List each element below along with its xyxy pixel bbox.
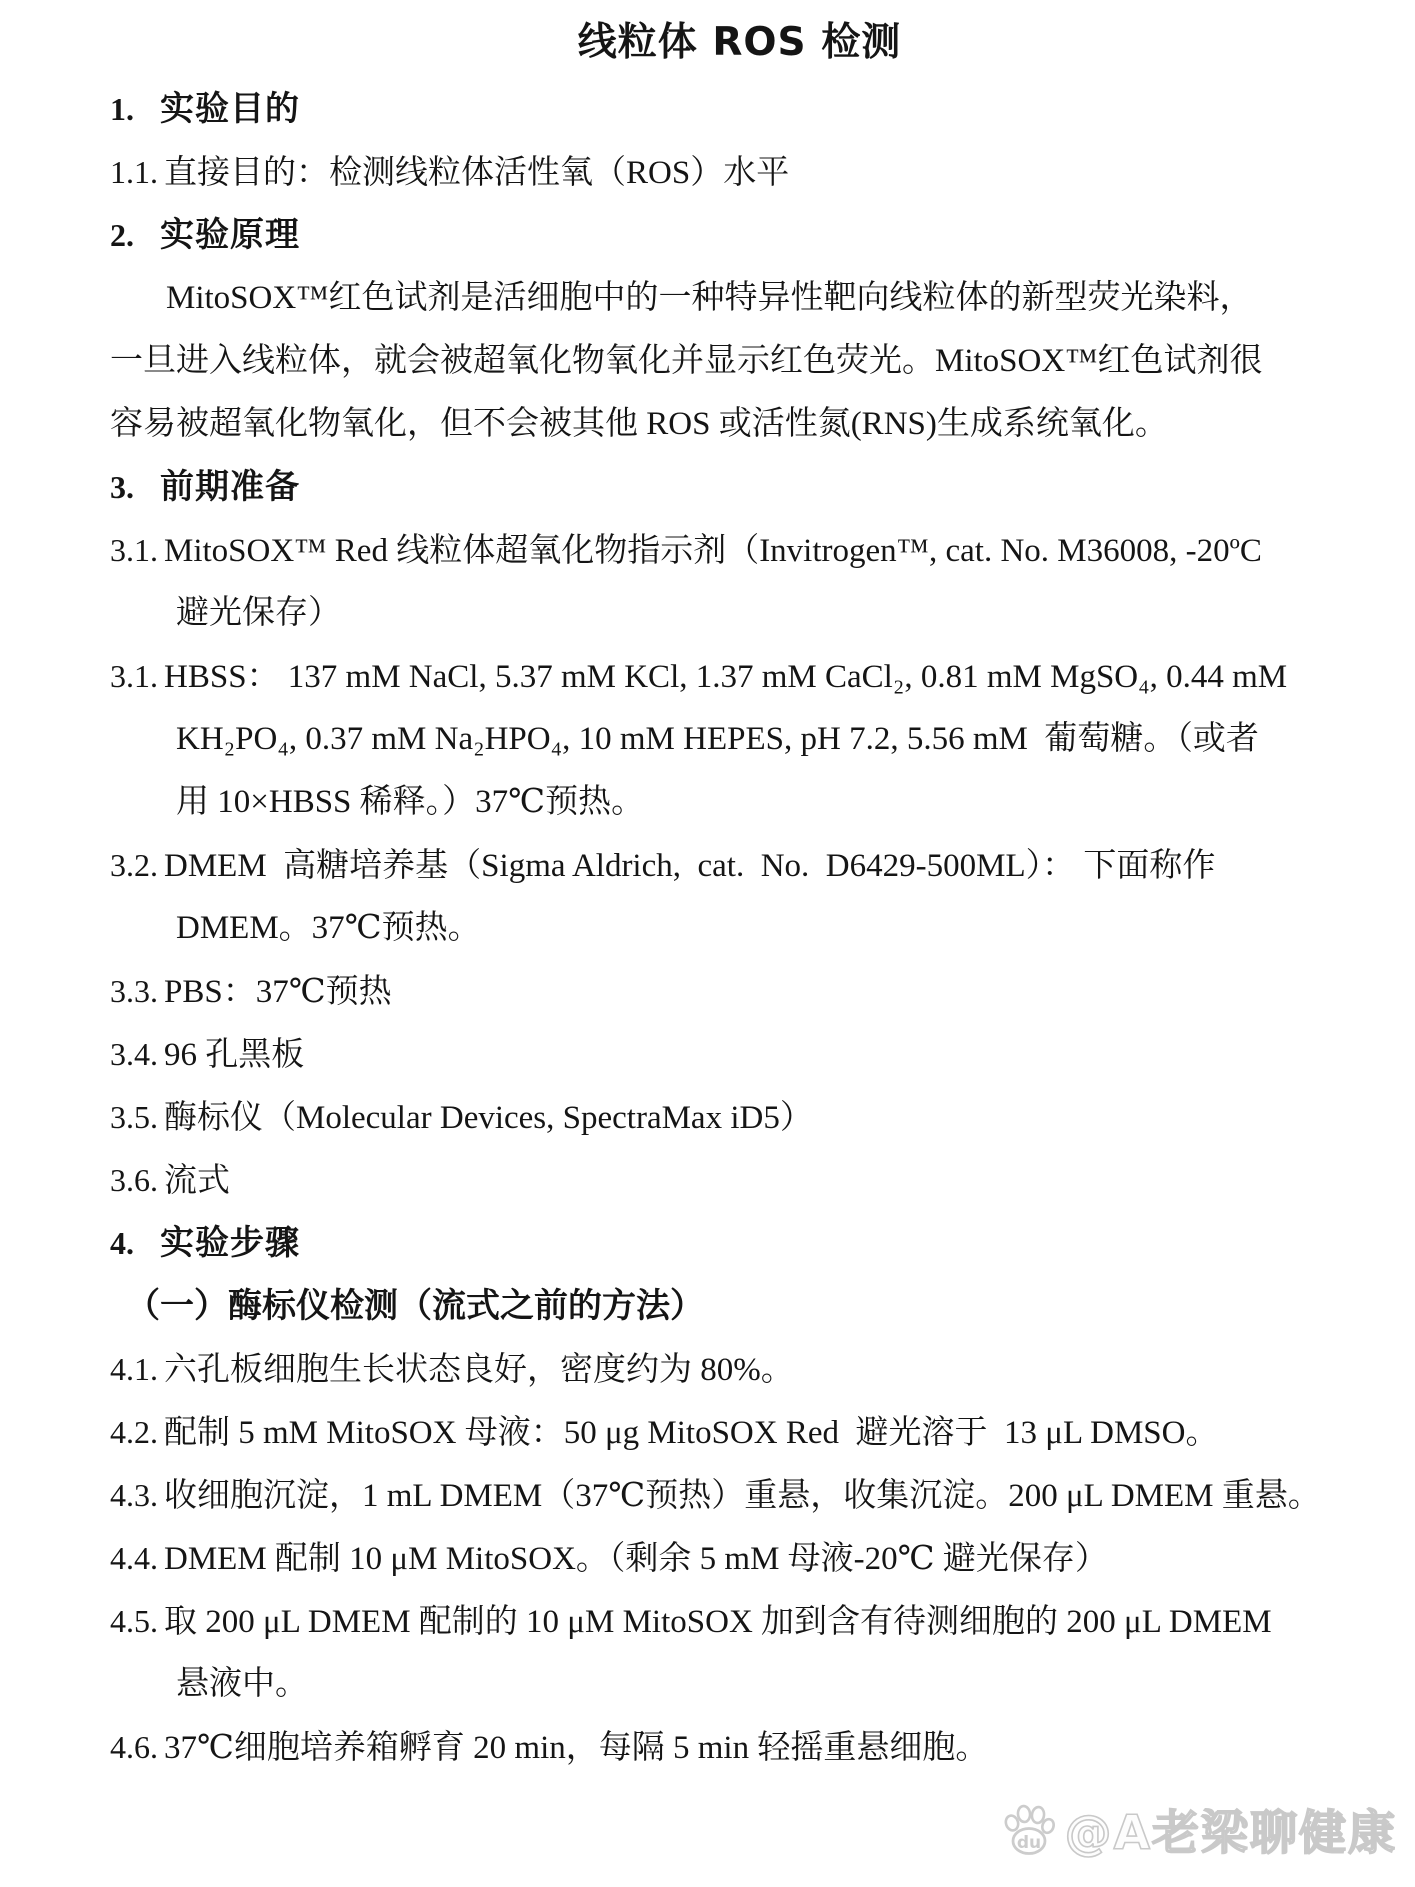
doc-line — [110, 1338, 1369, 1401]
doc-line — [110, 1086, 1369, 1149]
document-body — [110, 78, 1369, 1779]
doc-line-number: 4.3. — [110, 1477, 158, 1513]
doc-line — [110, 393, 1369, 456]
doc-line — [110, 1527, 1369, 1590]
doc-line-text: MitoSOX™ Red 线粒体超氧化物指示剂（Invitrogen™, cat. No. M36008, -20ºC — [164, 533, 1262, 569]
doc-line-number: 3.2. — [110, 847, 158, 883]
doc-line-text: 实验步骤 — [160, 1223, 300, 1263]
doc-line-text: DMEM 配制 10 μM MitoSOX。（剩余 5 mM 母液-20℃ 避光保存） — [164, 1541, 1108, 1577]
doc-line — [110, 1464, 1369, 1527]
doc-line — [110, 456, 1369, 519]
doc-line-number: 3.4. — [110, 1036, 158, 1072]
doc-line-text: DMEM。37℃预热。 — [176, 910, 481, 946]
doc-line — [110, 960, 1369, 1023]
doc-line-number: 3.1. — [110, 658, 158, 694]
doc-line — [110, 204, 1369, 267]
doc-line-text: PBS：37℃预热 — [164, 974, 392, 1010]
doc-line-text: HBSS： 137 mM NaCl, 5.37 mM KCl, 1.37 mM CaCl₂, 0.81 mM MgSO₄, 0.44 mM — [164, 659, 1288, 695]
doc-line — [110, 582, 1369, 645]
doc-line — [110, 141, 1369, 204]
doc-line — [110, 1653, 1369, 1716]
doc-line-number: 3. — [110, 469, 134, 505]
doc-line — [110, 645, 1369, 708]
doc-line-text: 96 孔黑板 — [164, 1037, 305, 1073]
doc-line-text: KH₂PO₄, 0.37 mM Na₂HPO₄, 10 mM HEPES, pH 7.2, 5.56 mM 葡萄糖。（或者 — [176, 721, 1259, 757]
doc-line-text: 用 10×HBSS 稀释。）37℃预热。 — [176, 784, 645, 820]
doc-line — [110, 267, 1369, 330]
paw-icon — [999, 1801, 1057, 1859]
doc-line — [110, 771, 1369, 834]
doc-line — [110, 1149, 1369, 1212]
doc-line-number: 3.6. — [110, 1162, 158, 1198]
doc-line — [110, 519, 1369, 582]
doc-line-text: 避光保存） — [176, 595, 341, 631]
doc-line-number: 3.3. — [110, 973, 158, 1009]
doc-line-text: 实验目的 — [160, 89, 300, 129]
doc-line-text: 悬液中。 — [176, 1666, 308, 1702]
watermark — [999, 1796, 1397, 1863]
doc-line-number: 4.1. — [110, 1351, 158, 1387]
doc-line — [110, 1716, 1369, 1779]
doc-line-text: 37℃细胞培养箱孵育 20 min，每隔 5 min 轻摇重悬细胞。 — [164, 1730, 989, 1766]
paw-icon-label: du — [1016, 1832, 1041, 1853]
doc-line — [110, 78, 1369, 141]
doc-line-number: 3.1. — [110, 532, 158, 568]
doc-line-text: 前期准备 — [160, 467, 300, 507]
doc-line-number: 2. — [110, 217, 134, 253]
doc-line-text: 取 200 μL DMEM 配制的 10 μM MitoSOX 加到含有待测细胞的 200 μL DMEM — [164, 1604, 1272, 1640]
doc-line — [110, 708, 1369, 771]
doc-line-text: 实验原理 — [160, 215, 300, 255]
doc-line-number: 4.2. — [110, 1414, 158, 1450]
watermark-text: @A老梁聊健康 — [1064, 1806, 1397, 1861]
doc-line-text: MitoSOX™红色试剂是活细胞中的一种特异性靶向线粒体的新型荧光染料， — [166, 280, 1253, 316]
doc-line-text: DMEM 高糖培养基（Sigma Aldrich, cat. No. D6429-500ML）： 下面称作 — [164, 848, 1216, 884]
doc-line-text: 一旦进入线粒体，就会被超氧化物氧化并显示红色荧光。MitoSOX™红色试剂很 — [110, 343, 1263, 379]
doc-line-number: 4.4. — [110, 1540, 158, 1576]
doc-line — [110, 1401, 1369, 1464]
doc-line-text: （一）酶标仪检测（流式之前的方法） — [126, 1286, 704, 1326]
doc-line-text: 六孔板细胞生长状态良好，密度约为 80%。 — [164, 1352, 794, 1388]
page-title: 线粒体 ROS 检测 — [577, 20, 902, 65]
doc-line-number: 4.6. — [110, 1729, 158, 1765]
doc-line — [110, 1275, 1369, 1338]
doc-line — [110, 834, 1369, 897]
doc-line-number: 3.5. — [110, 1099, 158, 1135]
doc-line — [110, 1023, 1369, 1086]
doc-line-number: 4.5. — [110, 1603, 158, 1639]
doc-line — [110, 1590, 1369, 1653]
doc-line-number: 4. — [110, 1225, 134, 1261]
doc-line-text: 配制 5 mM MitoSOX 母液：50 μg MitoSOX Red 避光溶于 13 μL DMSO。 — [164, 1415, 1219, 1451]
doc-line-text: 收细胞沉淀，1 mL DMEM（37℃预热）重悬，收集沉淀。200 μL DMEM 重悬。 — [164, 1478, 1321, 1514]
doc-line — [110, 330, 1369, 393]
doc-line — [110, 897, 1369, 960]
doc-line-text: 酶标仪（Molecular Devices, SpectraMax iD5） — [164, 1100, 813, 1136]
doc-line-number: 1.1. — [110, 154, 158, 190]
doc-line-text: 流式 — [164, 1163, 230, 1199]
doc-line-text: 容易被超氧化物氧化，但不会被其他 ROS 或活性氮(RNS)生成系统氧化。 — [110, 406, 1168, 442]
doc-line — [110, 1212, 1369, 1275]
doc-line-text: 直接目的：检测线粒体活性氧（ROS）水平 — [164, 155, 790, 191]
doc-line-number: 1. — [110, 91, 134, 127]
